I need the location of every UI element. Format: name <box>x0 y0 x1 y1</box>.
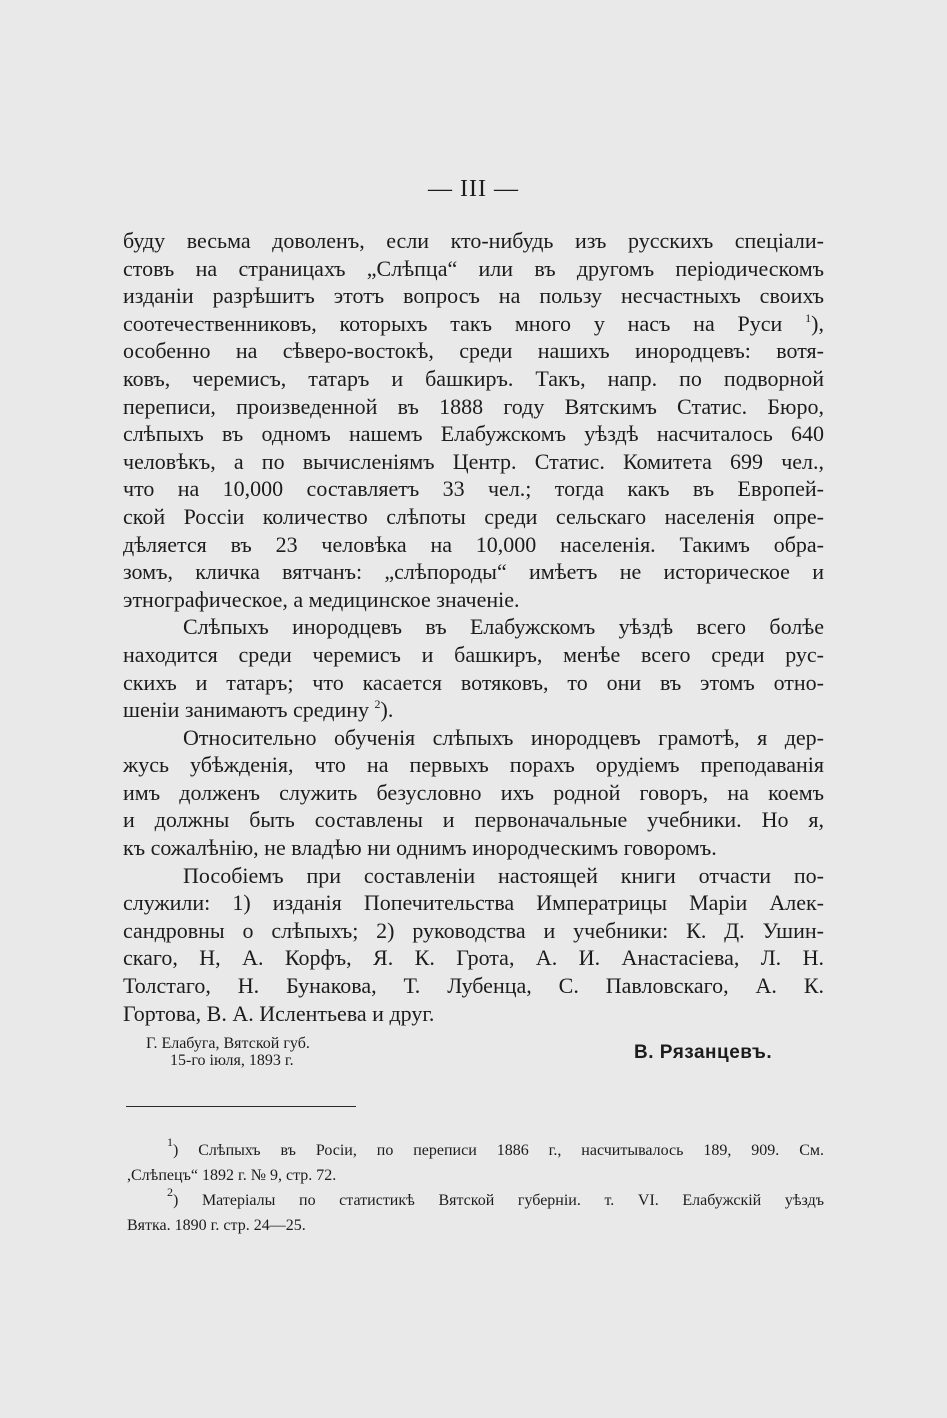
text-line: дѣляется въ 23 человѣка на 10,000 населенія. Такимъ обра- <box>123 531 824 557</box>
text-line: особенно на сѣверо-востокѣ, среди нашихъ инородцевъ: вотя- <box>123 338 824 364</box>
text-line: и должны быть составлены и первоначальные учебники. Но я, <box>123 807 824 833</box>
text-line: зомъ, кличка вятчанъ: „слѣпороды“ имѣетъ не историческое и <box>123 559 824 585</box>
text-fragment: соотечественниковъ, которыхъ такъ много у насъ на Руси <box>123 310 783 336</box>
footnote-text: ) Слѣпыхъ въ Росіи, по переписи 1886 г., насчитывалось 189, 909. См. <box>173 1142 824 1159</box>
footnote-mark-1: 1 <box>167 1135 173 1149</box>
text-line: переписи, произведенной въ 1888 году Вятскимъ Статис. Бюро, <box>123 393 824 419</box>
paragraph-start: Пособіемъ при составленіи настоящей книги отчасти по- <box>183 862 824 888</box>
footnote-1 <box>127 1135 824 1163</box>
text-line: имъ долженъ служить безусловно ихъ родной говоръ, на коемъ <box>123 779 824 805</box>
paragraph-start: Слѣпыхъ инородцевъ въ Елабужскомъ уѣздѣ всего болѣе <box>183 614 824 640</box>
text-line: что на 10,000 составляетъ 33 чел.; тогда какъ въ Европей- <box>123 476 824 502</box>
text-line: къ сожалѣнію, не владѣю ни однимъ инородческимъ говоромъ. <box>123 835 717 861</box>
text-line: находится среди черемисъ и башкиръ, менѣе всего среди рус- <box>123 641 824 667</box>
author-signature: В. Рязанцевъ. <box>634 1042 773 1063</box>
text-line: Гортова, В. А. Ислентьева и друг. <box>123 1000 435 1026</box>
text-line: стовъ на страницахъ „Слѣпца“ или въ другомъ періодическомъ <box>123 255 824 281</box>
text-line: Толстаго, Н. Бунакова, Т. Лубенца, С. Павловскаго, А. К. <box>123 973 824 999</box>
footnote-divider <box>126 1106 356 1107</box>
text-line: жусь убѣжденія, что на первыхъ порахъ орудіемъ преподаванія <box>123 752 824 778</box>
footnote-text: ) Матеріалы по статистикѣ Вятской губерніи. т. VI. Елабужскій уѣздъ <box>173 1192 824 1209</box>
footnote-2-cont: Вятка. 1890 г. стр. 24—25. <box>127 1217 306 1234</box>
place-and-date <box>146 1035 310 1069</box>
footnote-ref-tail: ). <box>380 697 394 723</box>
text-line: ковъ, черемисъ, татаръ и башкиръ. Такъ, напр. по подворной <box>123 365 824 391</box>
text-line: скаго, Н, А. Корфъ, Я. К. Грота, А. И. Анастасіева, Л. Н. <box>123 945 824 971</box>
text-line-with-footnote-ref <box>123 310 824 338</box>
text-line: скихъ и татаръ; что касается вотяковъ, то они въ этомъ отно- <box>123 669 824 695</box>
page-number: — III — <box>428 176 519 202</box>
footnote-ref-1[interactable]: 1 <box>805 310 812 325</box>
footnote-ref-tail: ), <box>811 310 824 336</box>
text-line-with-footnote-ref <box>123 696 824 724</box>
text-line: изданіи разрѣшитъ этотъ вопросъ на пользу несчастныхъ своихъ <box>123 283 824 309</box>
text-line: ской Россіи количество слѣпоты среди сельскаго населенія опре- <box>123 503 824 529</box>
text-fragment: шеніи занимаютъ средину <box>123 697 370 723</box>
date: 15-го іюля, 1893 г. <box>170 1052 294 1069</box>
main-text <box>123 227 824 1027</box>
text-line: буду весьма доволенъ, если кто-нибудь изъ русскихъ спеціали- <box>123 228 824 253</box>
text-line: сандровны о слѣпыхъ; 2) руководства и учебники: К. Д. Ушин- <box>123 917 824 943</box>
text-line: слѣпыхъ въ одномъ нашемъ Елабужскомъ уѣздѣ насчиталось 640 <box>123 421 824 447</box>
text-line: этнографическое, а медицинское значеніе. <box>123 586 520 612</box>
footnote-1-cont: ,Слѣпецъ“ 1892 г. № 9, стр. 72. <box>127 1167 337 1184</box>
paragraph-start: Относительно обученія слѣпыхъ инородцевъ грамотѣ, я дер- <box>183 724 824 750</box>
footnote-2 <box>127 1185 824 1213</box>
footnote-ref-2[interactable]: 2 <box>374 697 381 712</box>
text-line: человѣкъ, а по вычисленіямъ Центр. Статис. Комитета 699 чел., <box>123 448 824 474</box>
footnotes <box>127 1135 824 1238</box>
place: Г. Елабуга, Вятской губ. <box>146 1035 310 1052</box>
text-line: служили: 1) изданія Попечительства Императрицы Маріи Алек- <box>123 890 824 916</box>
footnote-mark-2: 2 <box>167 1185 173 1199</box>
